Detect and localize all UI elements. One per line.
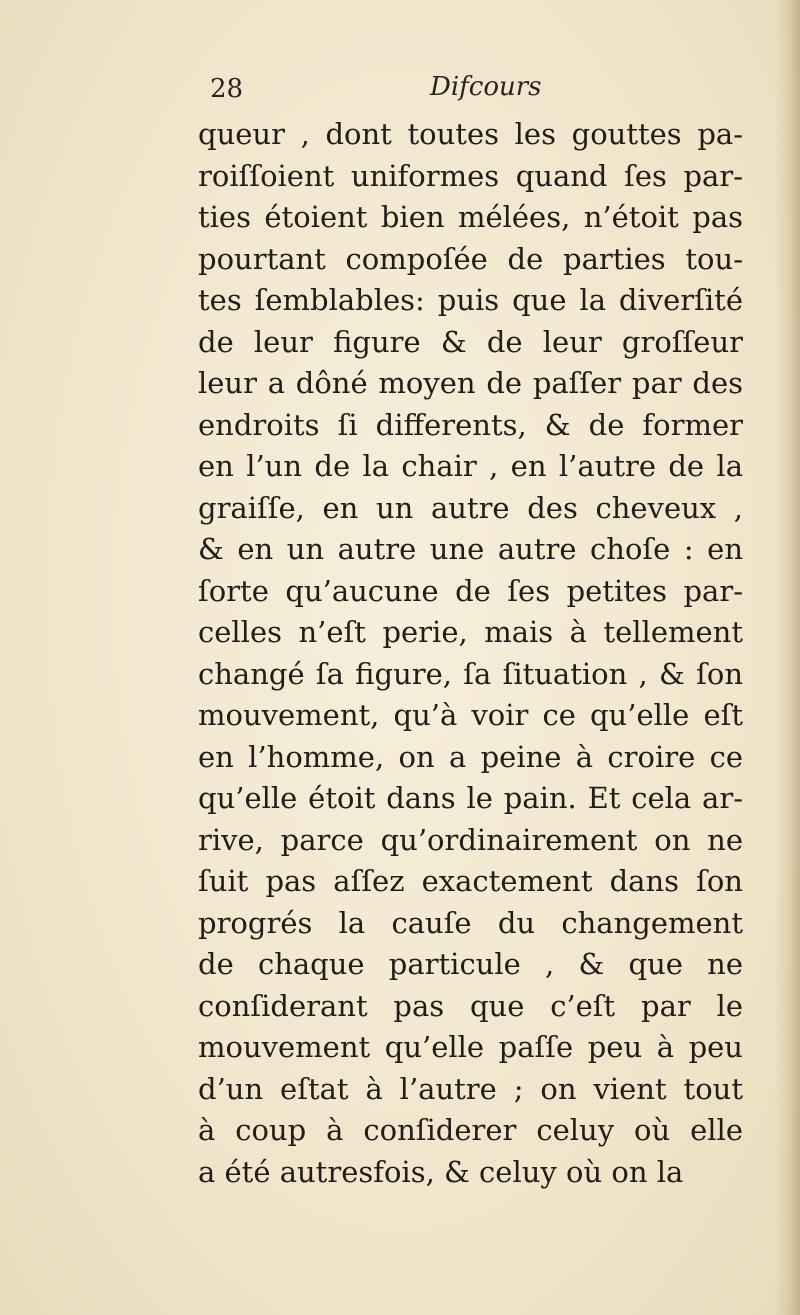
- text-line: a été autresfois, & celuy où on la: [198, 1154, 684, 1189]
- page-edge-shadow: [774, 0, 800, 1315]
- text-line: de leur figure & de leur groſſeur: [198, 324, 743, 359]
- running-head: Difcours: [430, 72, 542, 102]
- text-line: & en un autre une autre choſe : en: [198, 532, 743, 566]
- text-line: ſuit pas aſſez exactement dans ſon: [198, 864, 743, 898]
- page-header: [210, 72, 590, 112]
- text-line: mouvement, qu’à voir ce qu’elle eſt: [198, 698, 743, 732]
- text-line: progrés la cauſe du changement: [198, 905, 743, 940]
- text-line: ties étoient bien mélées, n’étoit pas: [198, 200, 743, 234]
- text-line: en l’homme, on a peine à croire ce: [198, 739, 743, 774]
- text-line: leur a dôné moyen de paſſer par des: [198, 366, 743, 400]
- text-line: celles n’eſt perie, mais à tellement: [198, 615, 743, 649]
- text-line: pourtant compoſée de parties tou-: [198, 241, 743, 276]
- text-line: à coup à conſiderer celuy où elle: [198, 1113, 743, 1147]
- text-line: rive, parce qu’ordinairement on ne: [198, 822, 743, 857]
- text-line: roiſſoient uniformes quand ſes par-: [198, 158, 743, 193]
- text-line: graiſſe, en un autre des cheveux ,: [198, 490, 743, 525]
- text-line: mouvement qu’elle paſſe peu à peu: [198, 1030, 743, 1064]
- text-line: en l’un de la chair , en l’autre de la: [198, 449, 743, 483]
- text-line: de chaque particule , & que ne: [198, 947, 743, 981]
- text-line: ſorte qu’aucune de ſes petites par-: [198, 573, 743, 608]
- text-line: changé ſa figure, ſa ſituation , & ſon: [198, 656, 743, 691]
- body-text: [198, 114, 743, 1193]
- text-line: d’un eſtat à l’autre ; on vient tout: [198, 1071, 743, 1106]
- text-line: endroits ſi differents, & de former: [198, 407, 743, 442]
- text-line: tes ſemblables: puis que la diverſité: [198, 283, 743, 317]
- text-line: qu’elle étoit dans le pain. Et cela ar-: [198, 781, 743, 815]
- text-line: queur , dont toutes les gouttes pa-: [198, 117, 743, 151]
- text-line: conſiderant pas que c’eſt par le: [198, 988, 743, 1023]
- page-number: 28: [210, 74, 244, 104]
